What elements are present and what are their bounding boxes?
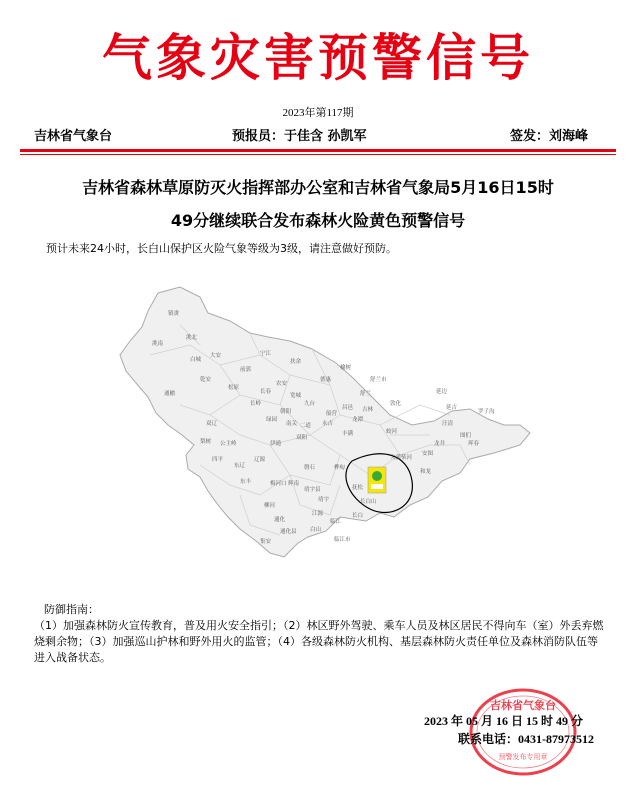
- svg-text:宁江: 宁江: [260, 351, 272, 357]
- header-rule-thick: [20, 149, 616, 152]
- svg-text:公主岭: 公主岭: [220, 441, 237, 447]
- svg-text:汪清: 汪清: [442, 421, 454, 427]
- svg-text:大安: 大安: [210, 353, 222, 359]
- svg-text:乾安: 乾安: [200, 377, 212, 383]
- defense-guide-title: 防御指南：: [44, 603, 99, 616]
- document-title: 气象灾害预警信号: [102, 28, 534, 87]
- issued-time: 2023 年 05 月 16 日 15 时 49 分: [424, 714, 584, 728]
- svg-text:和龙: 和龙: [420, 469, 432, 475]
- svg-text:辉南: 辉南: [288, 481, 300, 487]
- svg-text:敦化: 敦化: [390, 401, 402, 407]
- svg-text:朝阳: 朝阳: [280, 409, 292, 415]
- organization: 吉林省气象台: [34, 129, 113, 144]
- svg-text:梨树: 梨树: [200, 439, 212, 445]
- svg-text:镇赉: 镇赉: [168, 311, 180, 317]
- svg-text:吉林: 吉林: [362, 407, 374, 413]
- svg-text:通化: 通化: [274, 517, 286, 523]
- svg-text:德惠: 德惠: [320, 377, 332, 383]
- svg-text:罗子沟: 罗子沟: [478, 409, 495, 415]
- svg-text:榆树: 榆树: [340, 365, 352, 371]
- svg-text:长白山: 长白山: [360, 499, 377, 505]
- svg-text:图们: 图们: [460, 433, 472, 439]
- svg-text:临江: 临江: [330, 519, 342, 525]
- svg-text:梅河口: 梅河口: [270, 481, 287, 487]
- svg-text:舒兰: 舒兰: [360, 391, 372, 397]
- svg-text:四平: 四平: [212, 457, 224, 463]
- fire-warning-icon: [372, 471, 382, 481]
- svg-text:临江市: 临江市: [334, 537, 351, 543]
- svg-text:前郭: 前郭: [240, 367, 252, 373]
- headline-line-1: 吉林省森林草原防灭火指挥部办公室和吉林省气象局5月16日15时: [82, 178, 554, 197]
- svg-text:长春: 长春: [260, 389, 272, 395]
- svg-text:辽源: 辽源: [254, 457, 266, 463]
- svg-text:白山: 白山: [310, 527, 322, 533]
- header-row: [0, 125, 636, 145]
- svg-text:白城: 白城: [190, 357, 202, 363]
- svg-text:龙潭: 龙潭: [352, 417, 364, 423]
- svg-text:松原: 松原: [228, 385, 240, 391]
- headline-line-2: 49分继续联合发布森林火险黄色预警信号: [170, 211, 466, 230]
- svg-text:昌邑: 昌邑: [342, 405, 354, 411]
- jilin-province-map: [90, 285, 550, 570]
- forecast-text: 预计未来24小时，长白山保护区火险气象等级为3级，请注意做好预防。: [46, 242, 397, 255]
- svg-text:抚松: 抚松: [352, 485, 364, 491]
- svg-text:靖宇: 靖宇: [318, 497, 330, 503]
- svg-text:南关: 南关: [286, 421, 298, 427]
- svg-text:珲春: 珲春: [468, 441, 480, 447]
- svg-text:长岭: 长岭: [250, 401, 262, 407]
- seal-subtext: 预警发布专用章: [498, 753, 548, 761]
- svg-text:延边: 延边: [436, 389, 448, 395]
- svg-text:双阳: 双阳: [296, 435, 308, 441]
- svg-text:磐石: 磐石: [304, 465, 316, 471]
- svg-text:丰满: 丰满: [342, 431, 354, 437]
- svg-text:蛟河: 蛟河: [386, 429, 398, 435]
- issue-number: 2023年第117期: [282, 107, 354, 119]
- header-rule-thin: [20, 154, 616, 155]
- seal-text: 吉林省气象台: [490, 699, 556, 712]
- svg-text:伊通: 伊通: [270, 441, 282, 447]
- svg-text:龙井: 龙井: [434, 441, 446, 447]
- svg-text:舒兰市: 舒兰市: [370, 377, 387, 383]
- contact-phone: 联系电话：0431-87973512: [458, 732, 594, 746]
- svg-text:洮南: 洮南: [152, 341, 164, 347]
- svg-text:双辽: 双辽: [206, 421, 218, 427]
- svg-text:江源: 江源: [312, 511, 324, 517]
- svg-text:柳河: 柳河: [264, 503, 276, 509]
- svg-text:长白: 长白: [352, 513, 364, 519]
- signer: 签发：刘海峰: [510, 129, 589, 144]
- svg-text:洮北: 洮北: [186, 335, 198, 341]
- svg-text:船营: 船营: [326, 411, 338, 417]
- svg-text:二道: 二道: [300, 423, 312, 429]
- svg-text:靖宇县: 靖宇县: [304, 487, 321, 493]
- svg-text:东丰: 东丰: [240, 479, 252, 485]
- svg-text:集安: 集安: [260, 539, 272, 545]
- svg-text:通化县: 通化县: [280, 529, 297, 535]
- svg-text:绿园: 绿园: [266, 417, 278, 423]
- svg-text:扶余: 扶余: [290, 359, 302, 365]
- defense-guide-text: （1）加强森林防火宣传教育，普及用火安全指引；（2）林区野外驾驶、乘车人员及林区居民不得向车（室）外丢弃燃烧剩余物；（3）加强巡山护林和野外用火的监管；（4）各级森林防火机构、基层森林防火责任单位及森林消防队伍等进入战备状态。: [34, 619, 604, 664]
- svg-text:大蒲柴河: 大蒲柴河: [390, 455, 413, 461]
- svg-text:桦甸: 桦甸: [334, 465, 346, 471]
- svg-text:宽城: 宽城: [290, 393, 302, 399]
- svg-text:延吉: 延吉: [446, 405, 458, 411]
- warning-icon-label: [371, 484, 383, 489]
- svg-text:东辽: 东辽: [234, 463, 246, 469]
- svg-text:农安: 农安: [276, 381, 288, 387]
- svg-text:永吉: 永吉: [322, 421, 334, 427]
- svg-text:九台: 九台: [304, 401, 316, 407]
- forecaster-names: 预报员：于佳含 孙凯军: [232, 129, 367, 144]
- svg-text:通榆: 通榆: [164, 391, 176, 397]
- svg-text:安图: 安图: [422, 451, 434, 457]
